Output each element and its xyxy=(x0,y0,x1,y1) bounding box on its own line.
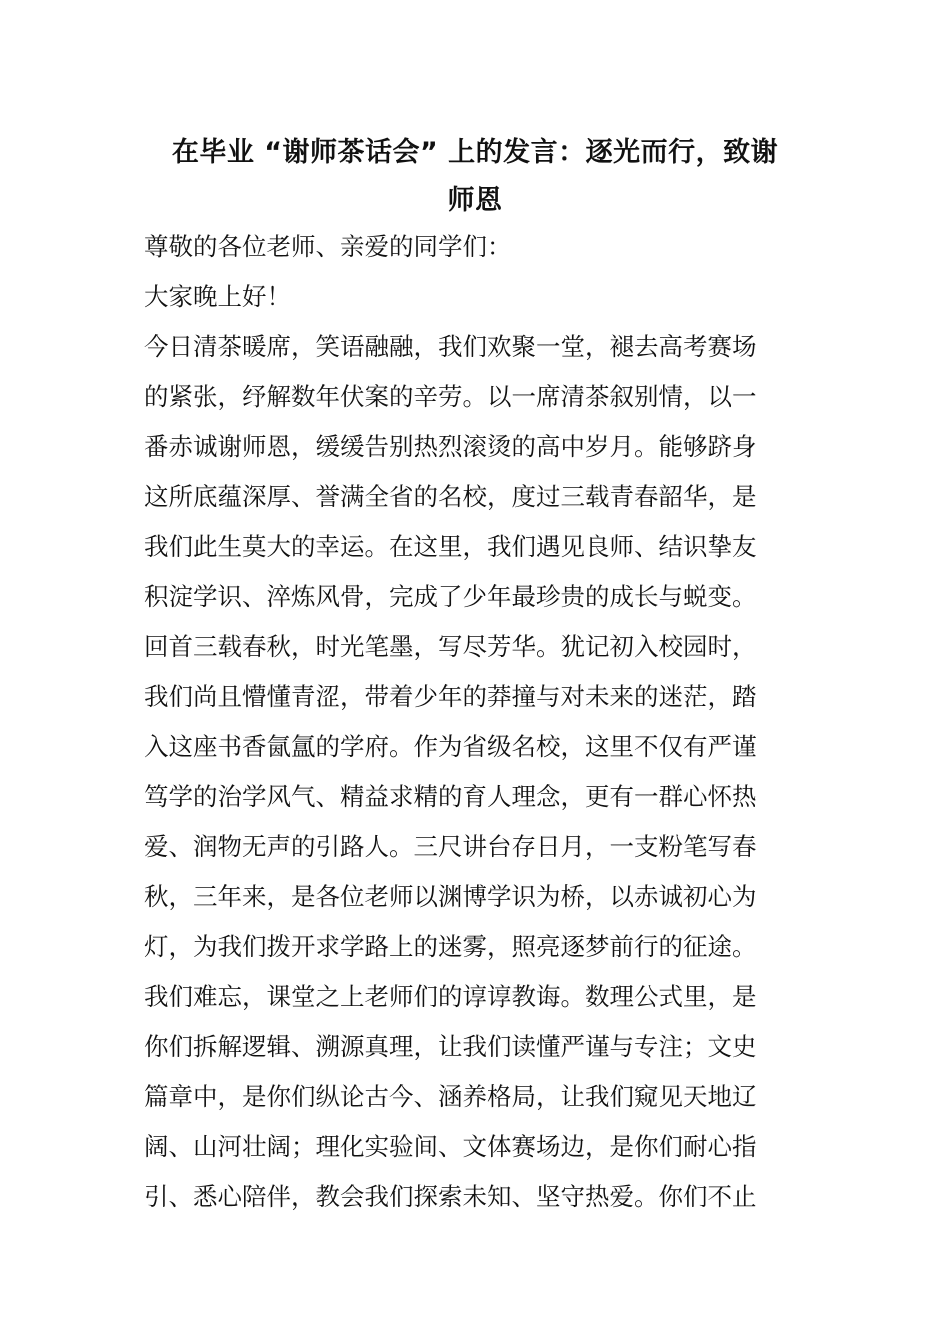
body-line: 篇章中，是你们纵论古今、涵养格局，让我们窥见天地辽 xyxy=(144,1082,757,1111)
body-line: 阔、山河壮阔；理化实验间、文体赛场边，是你们耐心指 xyxy=(144,1132,757,1161)
body-line: 回首三载春秋，时光笔墨，写尽芳华。犹记初入校园时， xyxy=(144,632,757,661)
salutation: 尊敬的各位老师、亲爱的同学们： xyxy=(144,232,512,261)
body-line: 我们此生莫大的幸运。在这里，我们遇见良师、结识挚友 xyxy=(144,532,757,561)
body-line: 引、悉心陪伴，教会我们探索未知、坚守热爱。你们不止 xyxy=(144,1182,757,1211)
document-title-line-2: 师恩 xyxy=(447,185,503,216)
body-line: 我们难忘，课堂之上老师们的谆谆教诲。数理公式里，是 xyxy=(144,982,757,1011)
body-line: 今日清茶暖席，笑语融融，我们欢聚一堂，褪去高考赛场 xyxy=(144,332,757,361)
body-line: 这所底蕴深厚、誉满全省的名校，度过三载青春韶华，是 xyxy=(144,482,757,511)
body-line: 你们拆解逻辑、溯源真理，让我们读懂严谨与专注；文史 xyxy=(144,1032,757,1061)
body-line: 我们尚且懵懂青涩，带着少年的莽撞与对未来的迷茫，踏 xyxy=(144,682,757,711)
body-line: 爱、润物无声的引路人。三尺讲台存日月，一支粉笔写春 xyxy=(144,832,757,861)
body-line: 番赤诚谢师恩，缓缓告别热烈滚烫的高中岁月。能够跻身 xyxy=(144,432,757,461)
body-line: 积淀学识、淬炼风骨，完成了少年最珍贵的成长与蜕变。 xyxy=(144,582,757,611)
body-line: 秋，三年来，是各位老师以渊博学识为桥，以赤诚初心为 xyxy=(144,882,757,911)
body-line: 的紧张，纾解数年伏案的辛劳。以一席清茶叙别情，以一 xyxy=(144,382,757,411)
document-title-line-1: 在毕业 “谢师茶话会” 上的发言：逐光而行，致谢 xyxy=(171,137,779,168)
greeting: 大家晚上好！ xyxy=(144,282,291,311)
body-line: 入这座书香氤氲的学府。作为省级名校，这里不仅有严谨 xyxy=(144,732,757,761)
body-line: 笃学的治学风气、精益求精的育人理念，更有一群心怀热 xyxy=(144,782,757,811)
body-line: 灯，为我们拨开求学路上的迷雾，照亮逐梦前行的征途。 xyxy=(144,932,757,961)
